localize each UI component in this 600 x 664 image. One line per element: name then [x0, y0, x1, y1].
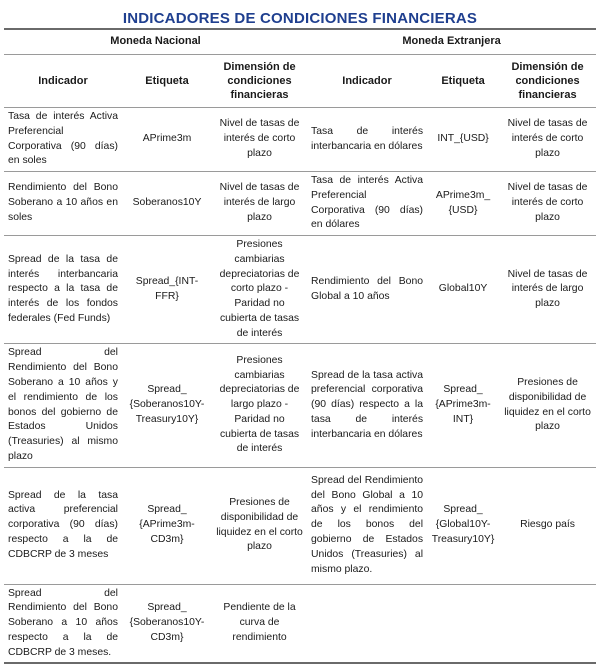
- table-row: [4, 344, 596, 467]
- col-header-dimension: Dimensión de condiciones financieras: [212, 55, 307, 108]
- col-header-etiqueta: Etiqueta: [122, 55, 212, 108]
- cell-extranjera-etiqueta: Global10Y: [427, 236, 499, 344]
- col-header-etiqueta: Etiqueta: [427, 55, 499, 108]
- cell-nacional-etiqueta: Spread_{INT-FFR}: [122, 236, 212, 344]
- cell-extranjera-dimension: Nivel de tasas de interés de corto plazo: [499, 108, 596, 172]
- cell-nacional-indicador: Tasa de interés Activa Preferencial Corporativa (90 días) en soles: [4, 108, 122, 172]
- cell-extranjera-etiqueta: Spread_ {APrime3m-INT}: [427, 344, 499, 467]
- group-moneda-nacional: Moneda Nacional: [4, 29, 307, 55]
- cell-nacional-indicador: Spread del Rendimiento del Bono Soberano a 10 años respecto a la de CDBCRP de 3 meses.: [4, 584, 122, 663]
- cell-extranjera-dimension: Nivel de tasas de interés de corto plazo: [499, 172, 596, 236]
- cell-extranjera-etiqueta: APrime3m_ {USD}: [427, 172, 499, 236]
- cell-nacional-dimension: Presiones cambiarias depreciatorias de corto plazo - Paridad no cubierta de tasas de interés: [212, 236, 307, 344]
- col-header-indicador: Indicador: [307, 55, 427, 108]
- table-row: [4, 236, 596, 344]
- indicators-table: [4, 28, 596, 664]
- cell-nacional-etiqueta: Soberanos10Y: [122, 172, 212, 236]
- cell-extranjera-indicador: [307, 584, 427, 663]
- cell-extranjera-etiqueta: INT_{USD}: [427, 108, 499, 172]
- cell-extranjera-dimension: [499, 584, 596, 663]
- cell-nacional-indicador: Rendimiento del Bono Soberano a 10 años en soles: [4, 172, 122, 236]
- cell-extranjera-dimension: Nivel de tasas de interés de largo plazo: [499, 236, 596, 344]
- cell-nacional-etiqueta: Spread_ {Soberanos10Y-Treasury10Y}: [122, 344, 212, 467]
- table-row: [4, 172, 596, 236]
- cell-extranjera-etiqueta: [427, 584, 499, 663]
- cell-nacional-dimension: Presiones cambiarias depreciatorias de largo plazo - Paridad no cubierta de tasas de interés: [212, 344, 307, 467]
- cell-extranjera-indicador: Spread del Rendimiento del Bono Global a 10 años y el rendimiento de los bonos del gobierno de Estados Unidos (Treasuries) al mismo plazo.: [307, 467, 427, 584]
- cell-extranjera-indicador: Spread de la tasa activa preferencial corporativa (90 días) respecto a la tasa de interés interbancaria en dólares: [307, 344, 427, 467]
- page-title: INDICADORES DE CONDICIONES FINANCIERAS: [122, 10, 478, 27]
- cell-nacional-etiqueta: APrime3m: [122, 108, 212, 172]
- cell-extranjera-dimension: Presiones de disponibilidad de liquidez en el corto plazo: [499, 344, 596, 467]
- cell-nacional-etiqueta: Spread_ {Soberanos10Y-CD3m}: [122, 584, 212, 663]
- table-row: [4, 108, 596, 172]
- table-row: [4, 467, 596, 584]
- cell-nacional-dimension: Nivel de tasas de interés de largo plazo: [212, 172, 307, 236]
- cell-extranjera-indicador: Tasa de interés Activa Preferencial Corporativa (90 días) en dólares: [307, 172, 427, 236]
- col-header-indicador: Indicador: [4, 55, 122, 108]
- table-row: [4, 584, 596, 663]
- cell-extranjera-indicador: Tasa de interés interbancaria en dólares: [307, 108, 427, 172]
- cell-extranjera-etiqueta: Spread_ {Global10Y-Treasury10Y}: [427, 467, 499, 584]
- cell-extranjera-indicador: Rendimiento del Bono Global a 10 años: [307, 236, 427, 344]
- group-moneda-extranjera: Moneda Extranjera: [307, 29, 596, 55]
- cell-nacional-dimension: Presiones de disponibilidad de liquidez en el corto plazo: [212, 467, 307, 584]
- col-header-dimension: Dimensión de condiciones financieras: [499, 55, 596, 108]
- cell-extranjera-dimension: Riesgo país: [499, 467, 596, 584]
- cell-nacional-indicador: Spread del Rendimiento del Bono Soberano a 10 años y el rendimiento de los bonos del gobierno de Estados Unidos (Treasuries) al mismo plazo: [4, 344, 122, 467]
- cell-nacional-dimension: Nivel de tasas de interés de corto plazo: [212, 108, 307, 172]
- cell-nacional-dimension: Pendiente de la curva de rendimiento: [212, 584, 307, 663]
- cell-nacional-etiqueta: Spread_ {APrime3m-CD3m}: [122, 467, 212, 584]
- cell-nacional-indicador: Spread de la tasa activa preferencial corporativa (90 días) respecto a la de CDBCRP de 3 meses: [4, 467, 122, 584]
- cell-nacional-indicador: Spread de la tasa de interés interbancaria respecto a la tasa de interés de los fondos federales (Fed Funds): [4, 236, 122, 344]
